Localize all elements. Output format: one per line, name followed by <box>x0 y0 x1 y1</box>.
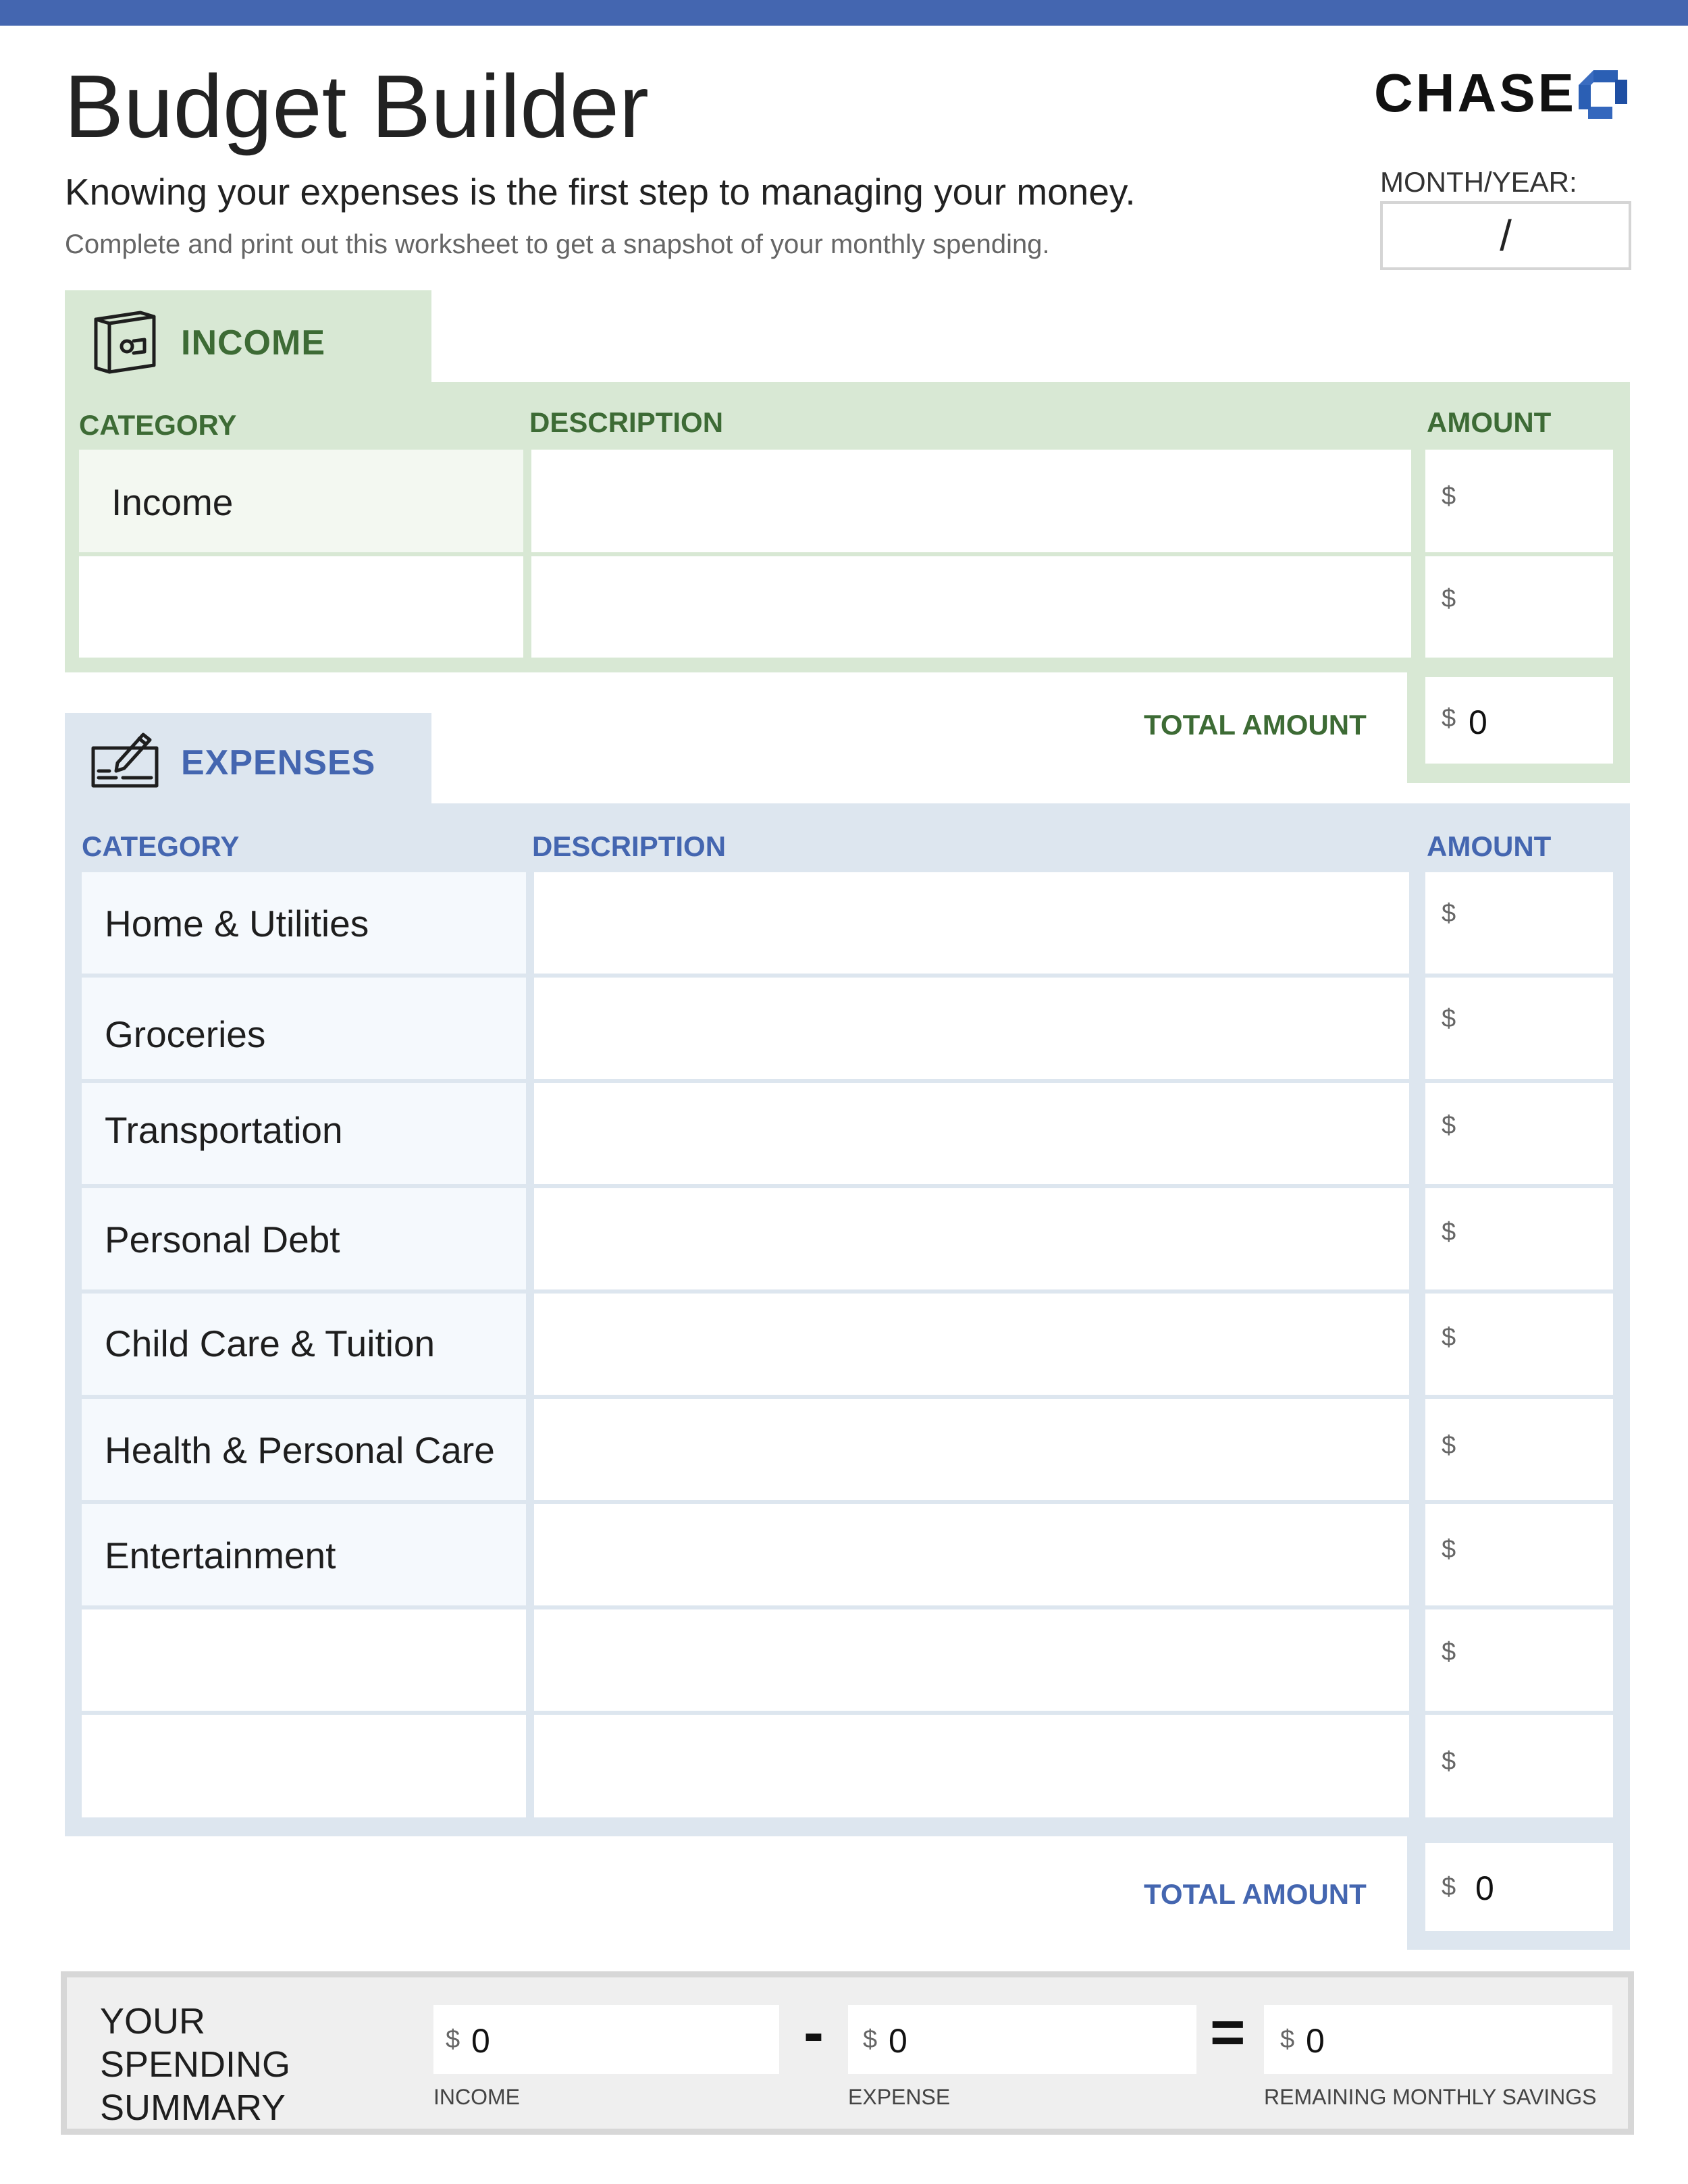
expense-amount-field[interactable] <box>1425 1399 1613 1500</box>
income-total-label: TOTAL AMOUNT <box>1144 709 1367 741</box>
expense-category-cell[interactable] <box>82 1504 526 1605</box>
expense-category-cell[interactable] <box>82 1294 526 1395</box>
expense-amount-field[interactable] <box>1425 1083 1613 1184</box>
expense-category-text: Health & Personal Care <box>105 1429 495 1471</box>
month-year-label: MONTH/YEAR: <box>1380 166 1577 198</box>
expense-description-field[interactable] <box>534 872 1409 974</box>
income-amount-header: AMOUNT <box>1427 406 1552 438</box>
currency-symbol: $ <box>1442 1323 1456 1352</box>
currency-symbol: $ <box>1442 1535 1456 1564</box>
expense-amount-field[interactable] <box>1425 1715 1613 1817</box>
expense-category-cell[interactable] <box>82 1083 526 1184</box>
month-year-field[interactable]: / <box>1380 201 1631 270</box>
expenses-total-value: 0 <box>1475 1869 1494 1907</box>
expense-description-field[interactable] <box>534 1083 1409 1184</box>
spending-summary-label: YOUR SPENDING SUMMARY <box>100 2001 291 2128</box>
minus-sign: - <box>803 1999 824 2067</box>
expense-category-text: Personal Debt <box>105 1219 340 1260</box>
summary-savings-value: 0 <box>1306 2022 1325 2060</box>
income-description-field[interactable] <box>531 556 1411 658</box>
income-category-header: CATEGORY <box>79 409 237 441</box>
summary-expense-caption: EXPENSE <box>848 2085 951 2109</box>
income-category-cell[interactable] <box>79 450 523 552</box>
signed-check-icon <box>89 729 161 790</box>
expense-category-text: Child Care & Tuition <box>105 1323 436 1364</box>
currency-symbol: $ <box>1442 899 1456 928</box>
currency-symbol: $ <box>863 2025 878 2054</box>
income-section-title: INCOME <box>181 323 325 363</box>
income-total-field[interactable] <box>1425 677 1613 764</box>
expense-category-cell[interactable] <box>82 1399 526 1500</box>
income-category-text: Income <box>111 481 234 523</box>
expense-amount-field[interactable] <box>1425 872 1613 974</box>
page-title: Budget Builder <box>64 57 649 156</box>
summary-income-value: 0 <box>471 2022 490 2060</box>
expense-category-cell[interactable] <box>82 1609 526 1711</box>
expenses-total-label: TOTAL AMOUNT <box>1144 1878 1367 1910</box>
expense-category-cell[interactable] <box>82 978 526 1079</box>
top-accent-bar <box>0 0 1688 26</box>
income-amount-field[interactable] <box>1425 450 1613 552</box>
expense-description-field[interactable] <box>534 978 1409 1079</box>
income-amount-field[interactable] <box>1425 556 1613 658</box>
summary-income-field[interactable] <box>433 2005 779 2074</box>
expense-amount-field[interactable] <box>1425 1294 1613 1395</box>
currency-symbol: $ <box>1442 482 1456 510</box>
summary-savings-caption: REMAINING MONTHLY SAVINGS <box>1264 2085 1597 2109</box>
page-tagline: Knowing your expenses is the first step to managing your money. <box>65 171 1136 213</box>
expenses-category-header: CATEGORY <box>82 830 240 862</box>
expense-description-field[interactable] <box>534 1715 1409 1817</box>
expense-amount-field[interactable] <box>1425 1504 1613 1605</box>
page-subtitle: Complete and print out this worksheet to get a snapshot of your monthly spending. <box>65 230 1050 259</box>
summary-income-caption: INCOME <box>433 2085 520 2109</box>
expense-description-field[interactable] <box>534 1504 1409 1605</box>
summary-savings-field[interactable] <box>1264 2005 1612 2074</box>
expenses-description-header: DESCRIPTION <box>532 830 727 862</box>
expense-description-field[interactable] <box>534 1188 1409 1289</box>
expense-description-field[interactable] <box>534 1294 1409 1395</box>
currency-symbol: $ <box>1442 704 1456 733</box>
expenses-total-field[interactable] <box>1425 1843 1613 1931</box>
currency-symbol: $ <box>446 2025 460 2054</box>
currency-symbol: $ <box>1442 1005 1456 1033</box>
chase-octagon-logo-icon <box>1579 70 1627 119</box>
expense-category-cell[interactable] <box>82 1715 526 1817</box>
currency-symbol: $ <box>1442 585 1456 613</box>
currency-symbol: $ <box>1442 1638 1456 1666</box>
expense-category-cell[interactable] <box>82 872 526 974</box>
income-description-header: DESCRIPTION <box>529 406 724 438</box>
summary-expense-field[interactable] <box>848 2005 1196 2074</box>
income-total-value: 0 <box>1469 703 1487 741</box>
expense-category-text: Entertainment <box>105 1535 336 1576</box>
expense-category-cell[interactable] <box>82 1188 526 1289</box>
expense-description-field[interactable] <box>534 1399 1409 1500</box>
currency-symbol: $ <box>1442 1431 1456 1460</box>
expense-category-text: Groceries <box>105 1013 266 1055</box>
summary-expense-value: 0 <box>889 2022 907 2060</box>
expense-category-text: Transportation <box>105 1109 343 1151</box>
income-category-cell[interactable] <box>79 556 523 658</box>
income-description-field[interactable] <box>531 450 1411 552</box>
wallet-icon <box>89 307 161 375</box>
expense-amount-field[interactable] <box>1425 978 1613 1079</box>
expenses-section-title: EXPENSES <box>181 743 376 782</box>
expense-description-field[interactable] <box>534 1609 1409 1711</box>
expense-category-text: Home & Utilities <box>105 903 369 944</box>
currency-symbol: $ <box>1442 1218 1456 1246</box>
currency-symbol: $ <box>1442 1111 1456 1140</box>
currency-symbol: $ <box>1280 2025 1295 2054</box>
expense-amount-field[interactable] <box>1425 1188 1613 1289</box>
expense-amount-field[interactable] <box>1425 1609 1613 1711</box>
currency-symbol: $ <box>1442 1873 1456 1901</box>
currency-symbol: $ <box>1442 1747 1456 1776</box>
chase-logo-text: CHASE <box>1374 63 1577 123</box>
expenses-amount-header: AMOUNT <box>1427 830 1552 862</box>
equals-sign: = <box>1210 1999 1246 2067</box>
